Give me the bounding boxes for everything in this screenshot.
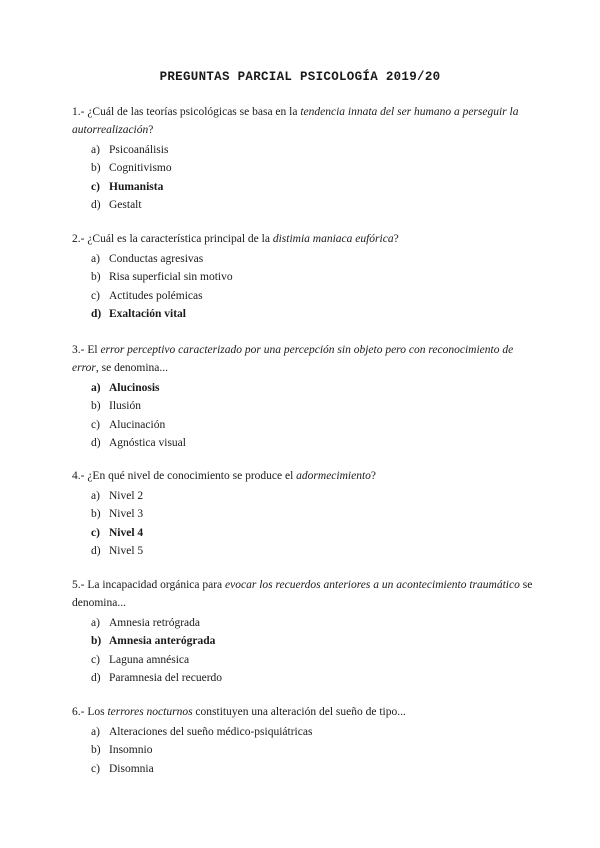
option-letter: d) bbox=[91, 436, 101, 449]
option-text: Psicoanálisis bbox=[109, 144, 169, 156]
answer-option bbox=[72, 487, 534, 505]
question-text-part: 5.- La incapacidad orgánica para bbox=[72, 579, 226, 591]
option-letter: a) bbox=[91, 617, 100, 629]
option-letter: b) bbox=[91, 162, 101, 175]
option-letter: c) bbox=[91, 180, 100, 193]
option-text: Alucinosis bbox=[109, 382, 160, 394]
answer-options bbox=[72, 141, 534, 214]
question-text bbox=[72, 467, 534, 485]
question-text bbox=[72, 703, 534, 721]
option-text: Disomnia bbox=[109, 762, 154, 775]
option-text: Cognitivismo bbox=[109, 162, 172, 175]
answer-option bbox=[72, 542, 534, 560]
answer-option-correct bbox=[72, 524, 534, 542]
question-text-part: 4.- ¿En qué nivel de conocimiento se produce el bbox=[72, 470, 297, 482]
answer-option bbox=[72, 159, 534, 177]
document-title: PREGUNTAS PARCIAL PSICOLOGÍA 2019/20 bbox=[159, 70, 441, 84]
option-text: Nivel 4 bbox=[109, 526, 144, 539]
option-text: Alteraciones del sueño médico-psiquiátricas bbox=[109, 726, 313, 738]
answer-option bbox=[72, 397, 534, 415]
answer-option bbox=[72, 505, 534, 523]
question-2 bbox=[72, 230, 534, 323]
option-letter: d) bbox=[91, 307, 102, 320]
question-text-part: 1.- ¿Cuál de las teorías psicológicas se basa en la bbox=[72, 106, 301, 118]
option-letter: c) bbox=[91, 526, 100, 539]
option-letter: d) bbox=[91, 671, 101, 684]
question-text-part: 2.- ¿Cuál es la característica principal de la bbox=[72, 233, 273, 245]
question-5 bbox=[72, 576, 534, 687]
option-text: Risa superficial sin motivo bbox=[109, 271, 233, 284]
question-text bbox=[72, 341, 534, 377]
option-letter: b) bbox=[91, 744, 101, 757]
option-text: Agnóstica visual bbox=[109, 436, 186, 449]
option-text: Nivel 2 bbox=[109, 490, 144, 502]
answer-option bbox=[72, 141, 534, 159]
answer-option-correct bbox=[72, 379, 534, 397]
option-letter: b) bbox=[91, 271, 101, 284]
option-letter: a) bbox=[91, 490, 100, 502]
answer-options bbox=[72, 723, 534, 778]
answer-option-correct bbox=[72, 178, 534, 196]
option-letter: b) bbox=[91, 508, 101, 521]
option-text: Insomnio bbox=[109, 744, 153, 757]
question-text-italic: tendencia innata del ser humano a perseguir la autorrealización bbox=[72, 106, 519, 136]
option-text: Humanista bbox=[109, 180, 164, 193]
answer-option bbox=[72, 434, 534, 452]
answer-option-correct bbox=[72, 632, 534, 650]
question-text bbox=[72, 576, 534, 612]
question-text-italic: terrores nocturnos bbox=[107, 706, 193, 718]
option-text: Gestalt bbox=[109, 198, 142, 211]
option-text: Exaltación vital bbox=[109, 307, 186, 320]
option-text: Paramnesia del recuerdo bbox=[109, 671, 223, 684]
option-letter: d) bbox=[91, 544, 101, 557]
answer-options bbox=[72, 487, 534, 560]
answer-option bbox=[72, 268, 534, 286]
option-text: Amnesia retrógrada bbox=[109, 617, 201, 629]
answer-option bbox=[72, 416, 534, 434]
option-letter: c) bbox=[91, 289, 100, 302]
option-text: Conductas agresivas bbox=[109, 253, 204, 265]
answer-option bbox=[72, 723, 534, 741]
option-letter: a) bbox=[91, 253, 100, 265]
question-text-part: se denomina... bbox=[72, 579, 533, 609]
question-text-part: ? bbox=[393, 233, 399, 245]
option-text: Nivel 5 bbox=[109, 544, 144, 557]
answer-option bbox=[72, 760, 534, 778]
question-text-part: 6.- Los bbox=[72, 706, 108, 718]
question-text-italic: error perceptivo caracterizado por una percepción sin objeto pero con reconocimiento de error bbox=[72, 344, 514, 374]
option-letter: b) bbox=[91, 635, 102, 648]
answer-option bbox=[72, 614, 534, 632]
answer-option bbox=[72, 741, 534, 759]
answer-option bbox=[72, 287, 534, 305]
answer-option bbox=[72, 669, 534, 687]
answer-option bbox=[72, 250, 534, 268]
answer-option bbox=[72, 196, 534, 214]
question-text-italic: evocar los recuerdos anteriores a un acontecimiento traumático bbox=[225, 579, 520, 591]
question-text-part: , se denomina... bbox=[95, 362, 169, 374]
answer-option bbox=[72, 651, 534, 669]
answer-options bbox=[72, 614, 534, 687]
option-letter: a) bbox=[91, 726, 100, 738]
question-text-italic: adormecimiento bbox=[296, 470, 371, 482]
answer-option-correct bbox=[72, 305, 534, 323]
question-text-part: constituyen una alteración del sueño de tipo... bbox=[192, 706, 406, 718]
answer-options bbox=[72, 250, 534, 323]
option-text: Laguna amnésica bbox=[109, 653, 190, 666]
option-text: Alucinación bbox=[109, 418, 166, 431]
answer-options bbox=[72, 379, 534, 452]
option-letter: c) bbox=[91, 653, 100, 666]
option-text: Amnesia anterógrada bbox=[109, 635, 216, 648]
option-letter: a) bbox=[91, 382, 101, 394]
option-text: Actitudes polémicas bbox=[109, 289, 203, 302]
question-text-italic: distimia maniaca eufórica bbox=[272, 233, 394, 245]
option-letter: c) bbox=[91, 418, 100, 431]
option-text: Nivel 3 bbox=[109, 508, 144, 521]
question-text-part: ? bbox=[370, 470, 377, 482]
question-text-part: ? bbox=[148, 124, 154, 136]
question-text-part: 3.- El bbox=[72, 344, 101, 356]
question-text bbox=[72, 103, 534, 139]
question-1 bbox=[72, 103, 534, 214]
question-6 bbox=[72, 703, 534, 778]
option-letter: b) bbox=[91, 400, 101, 413]
option-letter: c) bbox=[91, 762, 100, 775]
option-letter: a) bbox=[91, 144, 100, 156]
question-4 bbox=[72, 467, 534, 560]
question-3 bbox=[72, 341, 534, 452]
option-letter: d) bbox=[91, 198, 101, 211]
question-text bbox=[72, 230, 534, 248]
option-text: Ilusión bbox=[109, 400, 141, 413]
